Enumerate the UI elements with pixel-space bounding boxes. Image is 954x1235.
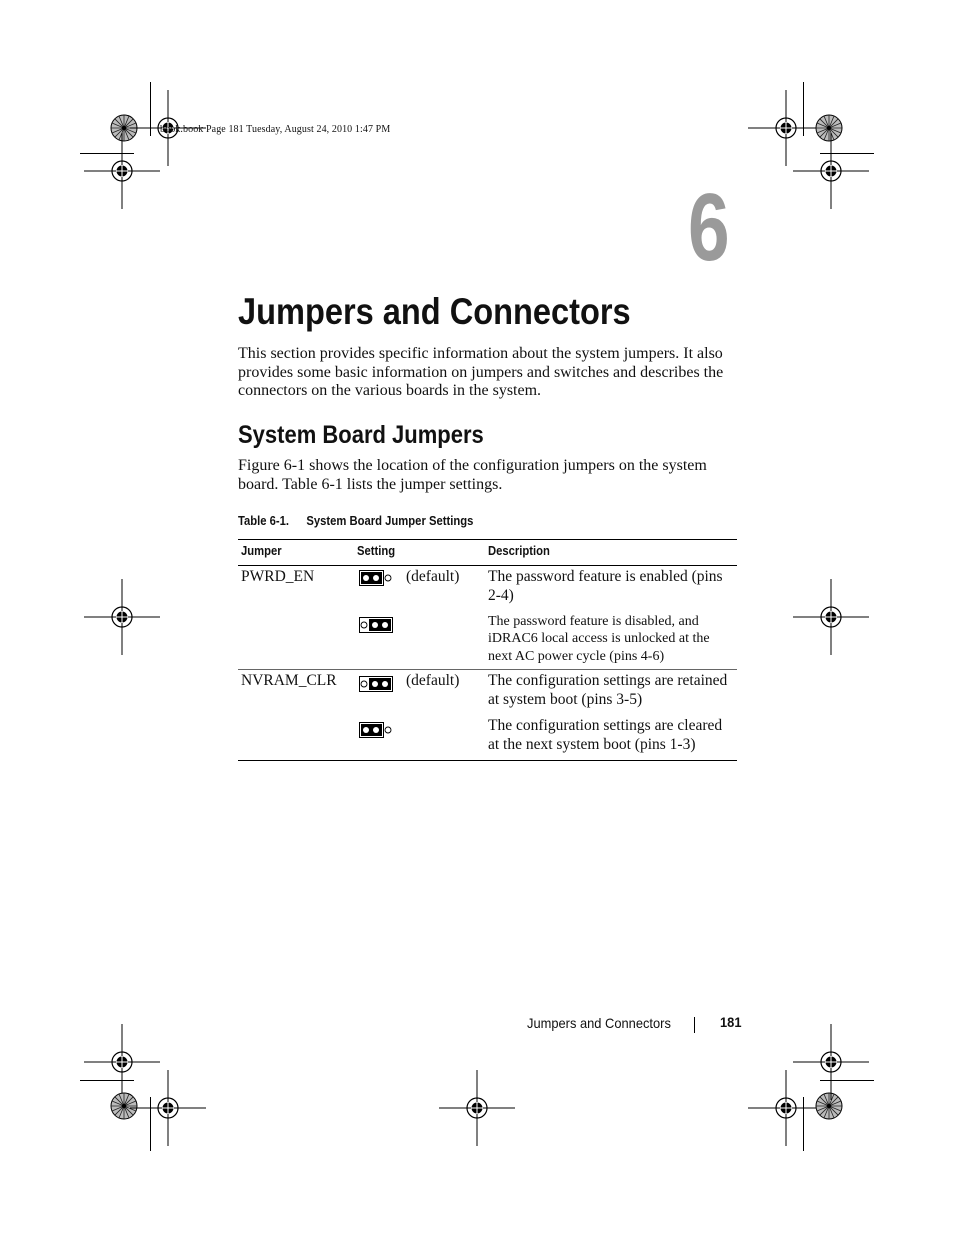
registration-mark-icon [439,1070,515,1146]
jumper-settings-table [238,539,737,761]
section-paragraph: Figure 6-1 shows the location of the configuration jumpers on the system board. Table 6-1 lists the jumper settings. [238,457,707,493]
table-bottom-rule [238,760,737,761]
column-header-description: Description [488,544,550,558]
registration-mark-icon [130,1070,206,1146]
crop-mark-icon [803,82,804,136]
slug-line: book.book Page 181 Tuesday, August 24, 2010 1:47 PM [160,124,391,135]
registration-mark-icon [793,133,869,209]
jumper-pins-icon [359,617,393,633]
table-cell-description: The configuration settings are cleared at the next system boot (pins 1-3) [488,717,723,753]
registration-mark-icon [84,579,160,655]
table-cell-description: The password feature is enabled (pins 2-4) [488,568,723,604]
crop-mark-icon [80,1080,134,1081]
table-caption-title: System Board Jumper Settings [306,514,474,528]
chapter-title: Jumpers and Connectors [238,291,631,332]
jumper-pins-icon [359,570,393,586]
table-row-rule [238,669,737,670]
footer-chapter-title: Jumpers and Connectors [527,1015,671,1031]
table-cell-jumper: NVRAM_CLR [241,672,337,689]
table-header-rule [238,565,737,566]
table-caption-number: Table 6-1. [238,514,290,528]
registration-mark-icon [793,1024,869,1100]
jumper-pins-icon [359,676,393,692]
page-number: 181 [720,1014,742,1030]
table-cell-setting-note: (default) [406,568,460,585]
table-cell-description: The password feature is disabled, and iDRAC6 local access is unlocked at the next AC power cycle (pins 4-6) [488,614,710,664]
footer-separator [694,1017,695,1033]
jumper-pins-icon [359,722,393,738]
intro-paragraph: This section provides specific information about the system jumpers. It also provides some basic information on jumpers and switches and describes the connectors on the various boards in the system. [238,345,724,400]
chapter-number: 6 [688,174,730,281]
table-top-rule [238,539,737,540]
crop-mark-icon [803,1097,804,1151]
table-cell-setting-note: (default) [406,672,460,689]
column-header-jumper: Jumper [241,544,282,558]
table-caption [238,514,473,528]
registration-mark-icon [84,133,160,209]
section-heading: System Board Jumpers [238,421,484,449]
crop-mark-icon [150,82,151,136]
registration-mark-icon [793,579,869,655]
column-header-setting: Setting [357,544,396,558]
table-cell-jumper: PWRD_EN [241,568,315,585]
table-cell-description: The configuration settings are retained at system boot (pins 3-5) [488,672,728,708]
